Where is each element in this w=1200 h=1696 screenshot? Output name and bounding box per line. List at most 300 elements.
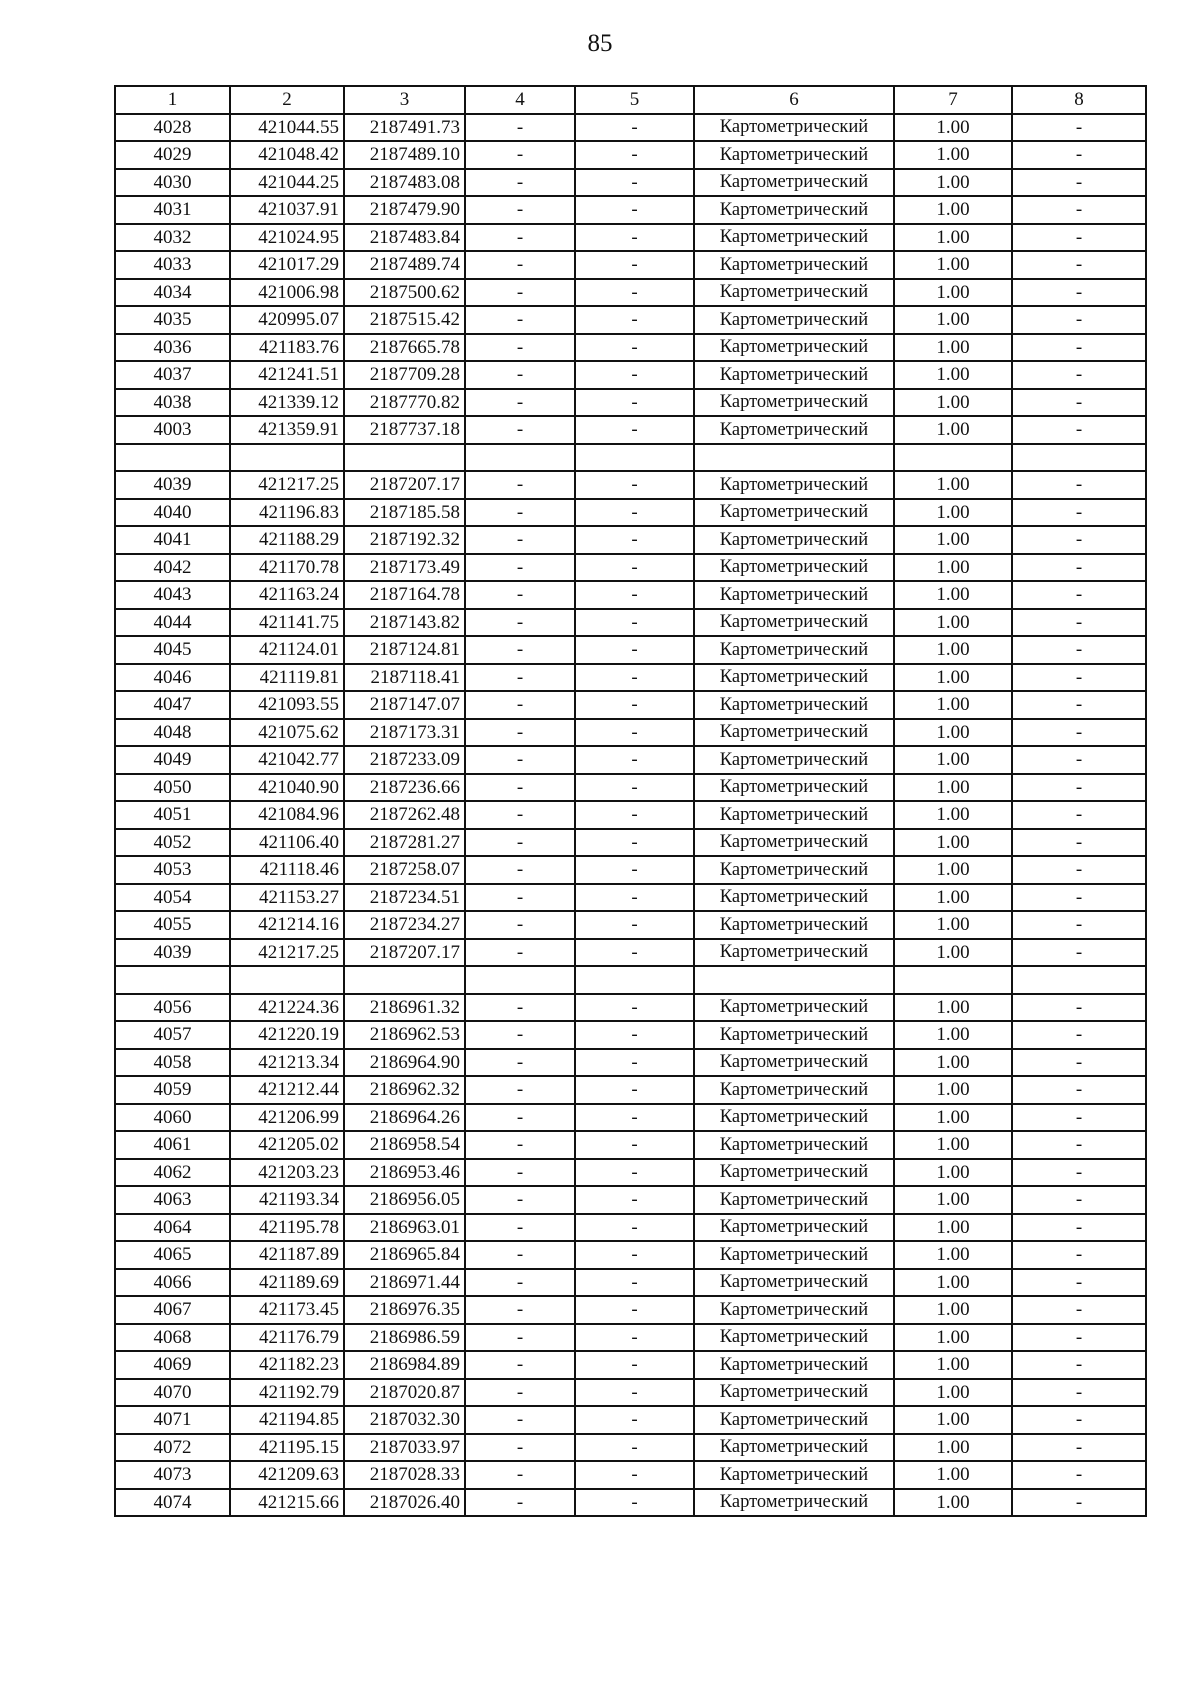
column-5-value-cell: - — [575, 884, 694, 912]
coordinate-x-cell: 421183.76 — [230, 334, 344, 362]
column-8-value-cell: - — [1012, 691, 1146, 719]
column-4-value-cell — [465, 444, 575, 472]
method-cell: Картометрический — [694, 1489, 894, 1517]
column-8-value-cell: - — [1012, 1461, 1146, 1489]
table-row — [115, 1351, 1146, 1379]
accuracy-cell: 1.00 — [894, 416, 1012, 444]
method-cell: Картометрический — [694, 306, 894, 334]
table-row — [115, 1021, 1146, 1049]
accuracy-cell: 1.00 — [894, 114, 1012, 142]
point-number-cell: 4072 — [115, 1434, 230, 1462]
coordinate-y-cell: 2186962.32 — [344, 1076, 465, 1104]
column-5-value-cell: - — [575, 471, 694, 499]
coordinate-x-cell: 421192.79 — [230, 1379, 344, 1407]
column-8-value-cell: - — [1012, 719, 1146, 747]
point-number-cell: 4003 — [115, 416, 230, 444]
column-4-value-cell: - — [465, 1076, 575, 1104]
coordinate-y-cell: 2187737.18 — [344, 416, 465, 444]
method-cell: Картометрический — [694, 609, 894, 637]
table-row — [115, 554, 1146, 582]
table-row — [115, 774, 1146, 802]
method-cell: Картометрический — [694, 774, 894, 802]
column-8-value-cell — [1012, 966, 1146, 994]
column-8-value-cell: - — [1012, 1214, 1146, 1242]
column-5-value-cell: - — [575, 196, 694, 224]
column-8-value-cell: - — [1012, 1076, 1146, 1104]
column-4-value-cell: - — [465, 499, 575, 527]
method-cell: Картометрический — [694, 939, 894, 967]
column-5-value-cell: - — [575, 499, 694, 527]
column-8-value-cell: - — [1012, 224, 1146, 252]
method-cell: Картометрический — [694, 1021, 894, 1049]
table-row — [115, 1324, 1146, 1352]
accuracy-cell: 1.00 — [894, 1049, 1012, 1077]
column-5-value-cell: - — [575, 609, 694, 637]
coordinate-x-cell: 421044.25 — [230, 169, 344, 197]
point-number-cell: 4071 — [115, 1406, 230, 1434]
column-header: 2 — [230, 86, 344, 114]
table-row — [115, 196, 1146, 224]
table-row — [115, 224, 1146, 252]
point-number-cell: 4028 — [115, 114, 230, 142]
coordinate-y-cell: 2186984.89 — [344, 1351, 465, 1379]
accuracy-cell: 1.00 — [894, 746, 1012, 774]
column-5-value-cell: - — [575, 829, 694, 857]
coordinate-y-cell: 2187173.49 — [344, 554, 465, 582]
column-5-value-cell: - — [575, 1186, 694, 1214]
accuracy-cell — [894, 444, 1012, 472]
table-row — [115, 334, 1146, 362]
coordinate-y-cell: 2187124.81 — [344, 636, 465, 664]
method-cell: Картометрический — [694, 334, 894, 362]
coordinate-x-cell: 421124.01 — [230, 636, 344, 664]
column-8-value-cell: - — [1012, 829, 1146, 857]
method-cell: Картометрический — [694, 911, 894, 939]
coordinate-x-cell: 421217.25 — [230, 471, 344, 499]
column-4-value-cell: - — [465, 251, 575, 279]
coordinate-y-cell: 2187665.78 — [344, 334, 465, 362]
coordinate-y-cell: 2187147.07 — [344, 691, 465, 719]
coordinate-y-cell: 2186956.05 — [344, 1186, 465, 1214]
column-8-value-cell: - — [1012, 499, 1146, 527]
accuracy-cell: 1.00 — [894, 1241, 1012, 1269]
method-cell: Картометрический — [694, 691, 894, 719]
accuracy-cell: 1.00 — [894, 609, 1012, 637]
method-cell: Картометрический — [694, 416, 894, 444]
column-8-value-cell: - — [1012, 884, 1146, 912]
accuracy-cell: 1.00 — [894, 1461, 1012, 1489]
table-row — [115, 1489, 1146, 1517]
method-cell: Картометрический — [694, 114, 894, 142]
column-4-value-cell: - — [465, 1241, 575, 1269]
table-row — [115, 1461, 1146, 1489]
coordinate-x-cell — [230, 444, 344, 472]
column-4-value-cell: - — [465, 1434, 575, 1462]
coordinate-x-cell: 421017.29 — [230, 251, 344, 279]
accuracy-cell: 1.00 — [894, 911, 1012, 939]
coordinate-x-cell: 421214.16 — [230, 911, 344, 939]
coordinate-y-cell: 2186958.54 — [344, 1131, 465, 1159]
point-number-cell: 4067 — [115, 1296, 230, 1324]
point-number-cell: 4070 — [115, 1379, 230, 1407]
table-body — [115, 114, 1146, 1517]
coordinate-y-cell: 2187028.33 — [344, 1461, 465, 1489]
coordinate-x-cell: 421193.34 — [230, 1186, 344, 1214]
column-4-value-cell: - — [465, 1269, 575, 1297]
accuracy-cell: 1.00 — [894, 1379, 1012, 1407]
accuracy-cell: 1.00 — [894, 856, 1012, 884]
column-4-value-cell: - — [465, 1159, 575, 1187]
coordinate-x-cell: 421220.19 — [230, 1021, 344, 1049]
method-cell: Картометрический — [694, 471, 894, 499]
accuracy-cell: 1.00 — [894, 1159, 1012, 1187]
coordinate-y-cell: 2187164.78 — [344, 581, 465, 609]
column-8-value-cell: - — [1012, 609, 1146, 637]
column-5-value-cell: - — [575, 1076, 694, 1104]
column-5-value-cell: - — [575, 1021, 694, 1049]
accuracy-cell: 1.00 — [894, 691, 1012, 719]
table-row — [115, 306, 1146, 334]
column-5-value-cell: - — [575, 1214, 694, 1242]
coordinate-x-cell: 421213.34 — [230, 1049, 344, 1077]
accuracy-cell: 1.00 — [894, 279, 1012, 307]
method-cell: Картометрический — [694, 1324, 894, 1352]
coordinate-y-cell: 2187192.32 — [344, 526, 465, 554]
column-8-value-cell: - — [1012, 416, 1146, 444]
column-8-value-cell: - — [1012, 664, 1146, 692]
column-5-value-cell: - — [575, 719, 694, 747]
accuracy-cell: 1.00 — [894, 1076, 1012, 1104]
coordinate-y-cell: 2187234.27 — [344, 911, 465, 939]
column-8-value-cell: - — [1012, 334, 1146, 362]
accuracy-cell: 1.00 — [894, 471, 1012, 499]
point-number-cell — [115, 444, 230, 472]
column-5-value-cell: - — [575, 1489, 694, 1517]
coordinate-x-cell: 421118.46 — [230, 856, 344, 884]
point-number-cell: 4049 — [115, 746, 230, 774]
column-8-value-cell: - — [1012, 774, 1146, 802]
column-8-value-cell: - — [1012, 801, 1146, 829]
column-8-value-cell: - — [1012, 856, 1146, 884]
column-4-value-cell: - — [465, 1406, 575, 1434]
column-5-value-cell: - — [575, 554, 694, 582]
table-row — [115, 856, 1146, 884]
method-cell: Картометрический — [694, 1461, 894, 1489]
point-number-cell: 4043 — [115, 581, 230, 609]
column-8-value-cell: - — [1012, 1379, 1146, 1407]
accuracy-cell: 1.00 — [894, 1269, 1012, 1297]
coordinate-x-cell: 421153.27 — [230, 884, 344, 912]
column-8-value-cell: - — [1012, 1159, 1146, 1187]
column-5-value-cell: - — [575, 664, 694, 692]
column-4-value-cell: - — [465, 1131, 575, 1159]
coordinate-x-cell: 421075.62 — [230, 719, 344, 747]
coordinate-y-cell: 2186964.26 — [344, 1104, 465, 1132]
table-row — [115, 1186, 1146, 1214]
column-4-value-cell: - — [465, 1351, 575, 1379]
column-4-value-cell: - — [465, 1021, 575, 1049]
column-8-value-cell: - — [1012, 636, 1146, 664]
column-5-value-cell — [575, 966, 694, 994]
accuracy-cell: 1.00 — [894, 801, 1012, 829]
coordinate-y-cell: 2187489.74 — [344, 251, 465, 279]
coordinate-y-cell: 2186953.46 — [344, 1159, 465, 1187]
method-cell: Картометрический — [694, 856, 894, 884]
point-number-cell: 4041 — [115, 526, 230, 554]
point-number-cell: 4035 — [115, 306, 230, 334]
coordinate-x-cell: 421205.02 — [230, 1131, 344, 1159]
coordinate-y-cell: 2186986.59 — [344, 1324, 465, 1352]
point-number-cell: 4061 — [115, 1131, 230, 1159]
coordinate-y-cell: 2186964.90 — [344, 1049, 465, 1077]
table-row — [115, 911, 1146, 939]
column-8-value-cell: - — [1012, 939, 1146, 967]
table-row — [115, 169, 1146, 197]
point-number-cell: 4066 — [115, 1269, 230, 1297]
column-5-value-cell: - — [575, 334, 694, 362]
point-number-cell: 4054 — [115, 884, 230, 912]
coordinate-y-cell: 2187262.48 — [344, 801, 465, 829]
point-number-cell: 4052 — [115, 829, 230, 857]
coordinate-y-cell: 2187515.42 — [344, 306, 465, 334]
column-8-value-cell: - — [1012, 1351, 1146, 1379]
column-4-value-cell: - — [465, 114, 575, 142]
column-5-value-cell: - — [575, 279, 694, 307]
accuracy-cell: 1.00 — [894, 141, 1012, 169]
coordinate-x-cell: 421339.12 — [230, 389, 344, 417]
column-4-value-cell: - — [465, 1104, 575, 1132]
method-cell: Картометрический — [694, 361, 894, 389]
coordinate-x-cell: 421188.29 — [230, 526, 344, 554]
column-8-value-cell: - — [1012, 389, 1146, 417]
coordinate-x-cell: 421119.81 — [230, 664, 344, 692]
column-8-value-cell: - — [1012, 251, 1146, 279]
coordinate-x-cell: 421224.36 — [230, 994, 344, 1022]
method-cell — [694, 444, 894, 472]
coordinate-y-cell: 2187258.07 — [344, 856, 465, 884]
method-cell: Картометрический — [694, 279, 894, 307]
coordinate-y-cell — [344, 966, 465, 994]
column-8-value-cell: - — [1012, 306, 1146, 334]
coordinate-x-cell: 421037.91 — [230, 196, 344, 224]
point-number-cell — [115, 966, 230, 994]
column-5-value-cell: - — [575, 224, 694, 252]
accuracy-cell: 1.00 — [894, 1324, 1012, 1352]
point-number-cell: 4062 — [115, 1159, 230, 1187]
column-5-value-cell: - — [575, 251, 694, 279]
coordinate-y-cell: 2187233.09 — [344, 746, 465, 774]
column-8-value-cell: - — [1012, 279, 1146, 307]
method-cell: Картометрический — [694, 1159, 894, 1187]
column-5-value-cell: - — [575, 361, 694, 389]
table-row — [115, 994, 1146, 1022]
accuracy-cell: 1.00 — [894, 1434, 1012, 1462]
point-number-cell: 4050 — [115, 774, 230, 802]
accuracy-cell: 1.00 — [894, 224, 1012, 252]
column-5-value-cell: - — [575, 1379, 694, 1407]
method-cell: Картометрический — [694, 224, 894, 252]
column-header: 5 — [575, 86, 694, 114]
column-8-value-cell: - — [1012, 1269, 1146, 1297]
table-row — [115, 389, 1146, 417]
coordinate-y-cell: 2187173.31 — [344, 719, 465, 747]
coordinate-x-cell: 421048.42 — [230, 141, 344, 169]
coordinate-x-cell: 421084.96 — [230, 801, 344, 829]
coordinate-y-cell: 2187026.40 — [344, 1489, 465, 1517]
coordinate-x-cell: 421176.79 — [230, 1324, 344, 1352]
point-number-cell: 4056 — [115, 994, 230, 1022]
point-number-cell: 4038 — [115, 389, 230, 417]
accuracy-cell — [894, 966, 1012, 994]
column-8-value-cell: - — [1012, 581, 1146, 609]
column-5-value-cell: - — [575, 526, 694, 554]
coordinate-y-cell: 2187185.58 — [344, 499, 465, 527]
column-8-value-cell: - — [1012, 1021, 1146, 1049]
table-row — [115, 691, 1146, 719]
table-row — [115, 1159, 1146, 1187]
table-row — [115, 114, 1146, 142]
point-number-cell: 4046 — [115, 664, 230, 692]
table-row — [115, 1076, 1146, 1104]
column-header: 7 — [894, 86, 1012, 114]
coordinate-y-cell: 2186976.35 — [344, 1296, 465, 1324]
accuracy-cell: 1.00 — [894, 1104, 1012, 1132]
column-4-value-cell: - — [465, 1461, 575, 1489]
column-5-value-cell — [575, 444, 694, 472]
method-cell: Картометрический — [694, 994, 894, 1022]
point-number-cell: 4074 — [115, 1489, 230, 1517]
column-5-value-cell: - — [575, 636, 694, 664]
method-cell: Картометрический — [694, 719, 894, 747]
table-row — [115, 1131, 1146, 1159]
table-row — [115, 1379, 1146, 1407]
column-5-value-cell: - — [575, 746, 694, 774]
column-8-value-cell: - — [1012, 471, 1146, 499]
coordinate-x-cell: 421173.45 — [230, 1296, 344, 1324]
column-8-value-cell: - — [1012, 911, 1146, 939]
point-number-cell: 4030 — [115, 169, 230, 197]
column-5-value-cell: - — [575, 169, 694, 197]
method-cell: Картометрический — [694, 196, 894, 224]
coordinate-x-cell: 421187.89 — [230, 1241, 344, 1269]
accuracy-cell: 1.00 — [894, 361, 1012, 389]
coordinate-y-cell: 2187207.17 — [344, 939, 465, 967]
coordinate-x-cell: 421359.91 — [230, 416, 344, 444]
point-number-cell: 4051 — [115, 801, 230, 829]
accuracy-cell: 1.00 — [894, 829, 1012, 857]
column-5-value-cell: - — [575, 1296, 694, 1324]
column-5-value-cell: - — [575, 691, 694, 719]
point-number-cell: 4037 — [115, 361, 230, 389]
table-row — [115, 141, 1146, 169]
coordinate-x-cell: 421189.69 — [230, 1269, 344, 1297]
accuracy-cell: 1.00 — [894, 719, 1012, 747]
column-8-value-cell: - — [1012, 1434, 1146, 1462]
accuracy-cell: 1.00 — [894, 251, 1012, 279]
point-number-cell: 4065 — [115, 1241, 230, 1269]
coordinate-x-cell: 421212.44 — [230, 1076, 344, 1104]
column-4-value-cell: - — [465, 361, 575, 389]
table-row — [115, 746, 1146, 774]
column-5-value-cell: - — [575, 1241, 694, 1269]
accuracy-cell: 1.00 — [894, 636, 1012, 664]
table-row — [115, 279, 1146, 307]
coordinate-y-cell: 2186971.44 — [344, 1269, 465, 1297]
column-4-value-cell: - — [465, 1379, 575, 1407]
column-4-value-cell: - — [465, 856, 575, 884]
column-8-value-cell: - — [1012, 361, 1146, 389]
column-5-value-cell: - — [575, 1131, 694, 1159]
coordinate-y-cell: 2187483.08 — [344, 169, 465, 197]
point-number-cell: 4073 — [115, 1461, 230, 1489]
column-5-value-cell: - — [575, 114, 694, 142]
column-8-value-cell: - — [1012, 994, 1146, 1022]
point-number-cell: 4059 — [115, 1076, 230, 1104]
coordinate-y-cell: 2186963.01 — [344, 1214, 465, 1242]
column-4-value-cell: - — [465, 691, 575, 719]
column-4-value-cell: - — [465, 526, 575, 554]
coordinate-y-cell: 2186965.84 — [344, 1241, 465, 1269]
column-5-value-cell: - — [575, 389, 694, 417]
column-4-value-cell: - — [465, 471, 575, 499]
table-row — [115, 664, 1146, 692]
table-row — [115, 1269, 1146, 1297]
table-row — [115, 884, 1146, 912]
accuracy-cell: 1.00 — [894, 1296, 1012, 1324]
coordinate-y-cell: 2187489.10 — [344, 141, 465, 169]
method-cell: Картометрический — [694, 389, 894, 417]
point-number-cell: 4063 — [115, 1186, 230, 1214]
column-4-value-cell: - — [465, 279, 575, 307]
coordinate-x-cell: 421106.40 — [230, 829, 344, 857]
column-4-value-cell: - — [465, 719, 575, 747]
column-5-value-cell: - — [575, 416, 694, 444]
method-cell: Картометрический — [694, 884, 894, 912]
point-number-cell: 4033 — [115, 251, 230, 279]
column-8-value-cell: - — [1012, 746, 1146, 774]
coordinate-y-cell: 2187033.97 — [344, 1434, 465, 1462]
accuracy-cell: 1.00 — [894, 196, 1012, 224]
column-8-value-cell: - — [1012, 1049, 1146, 1077]
table-row — [115, 801, 1146, 829]
point-number-cell: 4042 — [115, 554, 230, 582]
point-number-cell: 4034 — [115, 279, 230, 307]
method-cell: Картометрический — [694, 1269, 894, 1297]
point-number-cell: 4036 — [115, 334, 230, 362]
column-8-value-cell: - — [1012, 1241, 1146, 1269]
accuracy-cell: 1.00 — [894, 1186, 1012, 1214]
column-4-value-cell: - — [465, 664, 575, 692]
column-8-value-cell: - — [1012, 196, 1146, 224]
column-5-value-cell: - — [575, 1104, 694, 1132]
point-number-cell: 4039 — [115, 939, 230, 967]
column-5-value-cell: - — [575, 939, 694, 967]
method-cell: Картометрический — [694, 554, 894, 582]
method-cell: Картометрический — [694, 1186, 894, 1214]
accuracy-cell: 1.00 — [894, 994, 1012, 1022]
column-4-value-cell: - — [465, 1296, 575, 1324]
page-number: 85 — [587, 30, 613, 57]
table-row — [115, 1049, 1146, 1077]
column-4-value-cell: - — [465, 334, 575, 362]
coordinate-x-cell: 421040.90 — [230, 774, 344, 802]
method-cell: Картометрический — [694, 1049, 894, 1077]
column-4-value-cell: - — [465, 911, 575, 939]
coordinates-table — [114, 85, 1147, 1517]
coordinate-x-cell: 421170.78 — [230, 554, 344, 582]
column-5-value-cell: - — [575, 774, 694, 802]
table-row — [115, 499, 1146, 527]
